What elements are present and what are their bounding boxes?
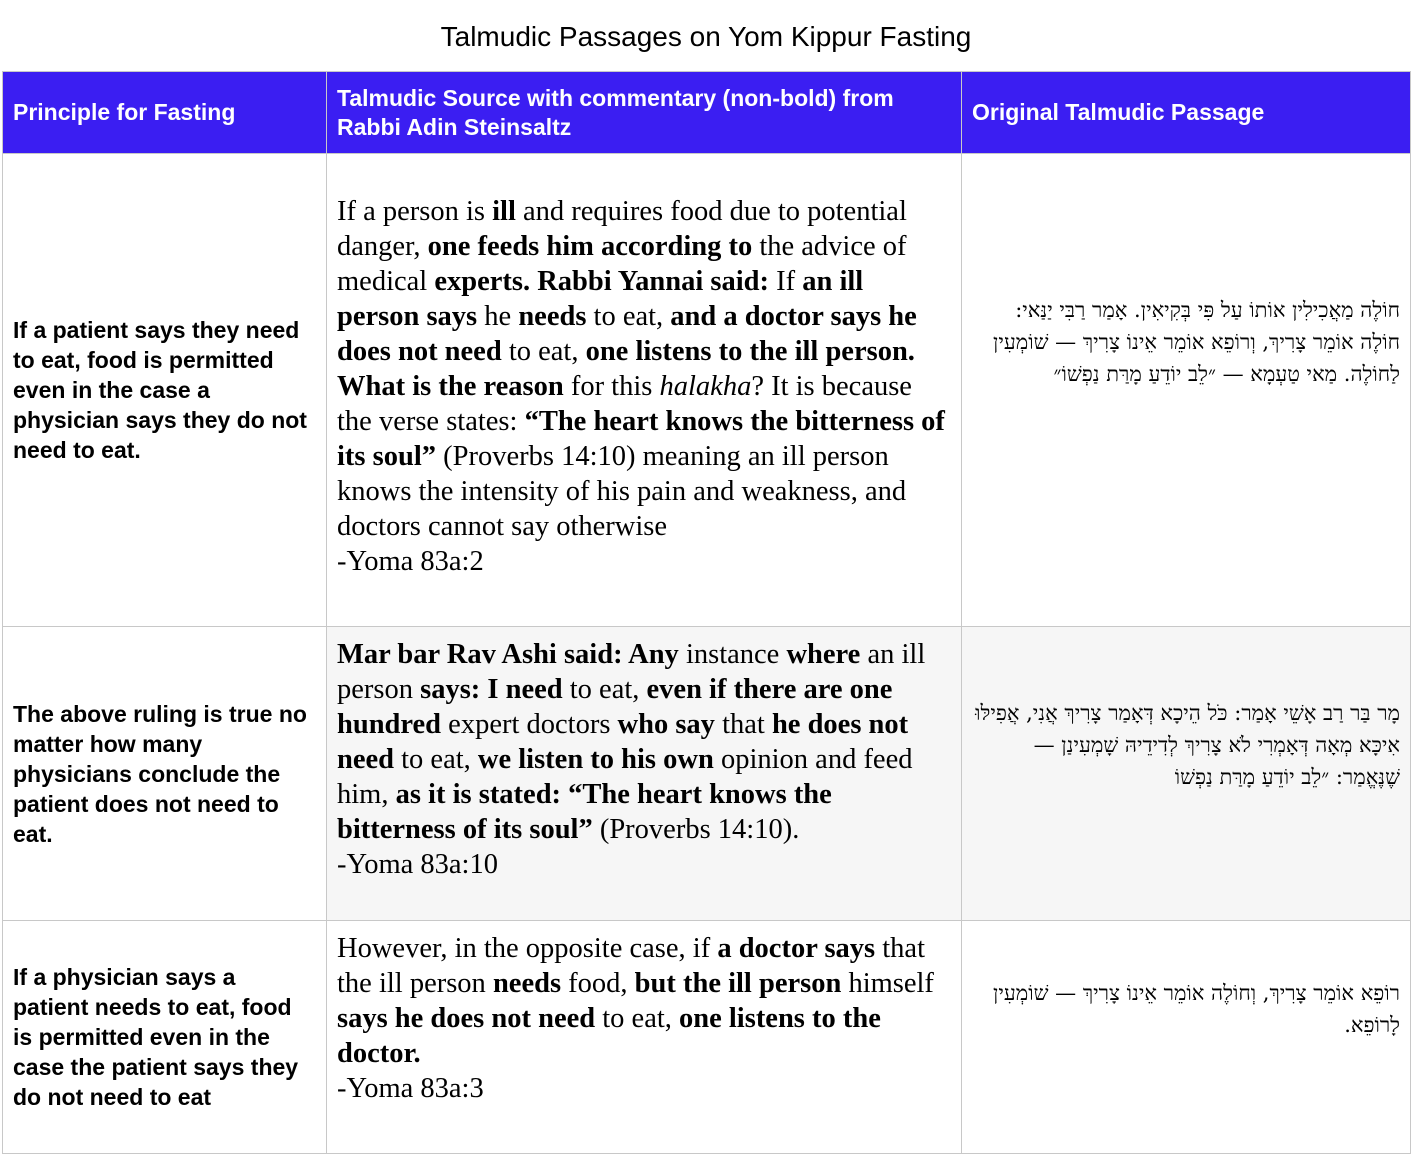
hebrew-cell xyxy=(962,921,1411,1154)
source-bold: says: I need xyxy=(420,674,563,705)
table-row xyxy=(3,627,1411,921)
principle-cell: If a patient says they need to eat, food is permitted even in the case a physician says they do not need to eat. xyxy=(3,154,327,627)
hebrew-text: רוֹפֵא אוֹמֵר צָרִיךְ, וְחוֹלֶה אוֹמֵר אֵינוֹ צָרִיךְ — שׁוֹמְעִין לָרוֹפֵא. xyxy=(993,981,1400,1037)
source-bold: one listens to the doctor. xyxy=(337,1003,881,1069)
source-text: If xyxy=(769,266,803,297)
source-text: to eat, xyxy=(595,1003,680,1034)
source-cell xyxy=(327,154,962,627)
source-text: that xyxy=(714,709,772,740)
source-bold: and a doctor says he does not need xyxy=(337,301,917,367)
passages-table xyxy=(2,71,1411,1154)
source-text: (Proverbs 14:10). xyxy=(592,814,800,845)
source-bold: where xyxy=(786,639,861,670)
header-source: Talmudic Source with commentary (non-bold) from Rabbi Adin Steinsaltz xyxy=(327,72,962,154)
source-text: he xyxy=(477,301,519,332)
source-text: food, xyxy=(561,968,635,999)
source-text: that the ill person xyxy=(337,933,926,999)
table-header-row xyxy=(3,72,1411,154)
source-text: to eat, xyxy=(562,674,647,705)
source-bold: but the ill person xyxy=(634,968,842,999)
source-bold: who say xyxy=(617,709,715,740)
source-bold: a doctor says xyxy=(717,933,876,964)
source-text: himself xyxy=(841,968,934,999)
hebrew-text: חוֹלֶה מַאֲכִילִין אוֹתוֹ עַל פִּי בְּקִיאִין. אָמַר רַבִּי יַנַּאי: חוֹלֶה אוֹמֵר צָרִיךְ, וְרוֹפֵא אוֹמֵר אֵינוֹ צָרִיךְ — שׁוֹמְעִין לַחוֹלֶה. מַאי טַעְמָא — ״לֵב יוֹדֵעַ מָרַּת נַפְשׁוֹ״ xyxy=(993,298,1400,386)
table-row xyxy=(3,154,1411,627)
source-bold: needs xyxy=(492,968,562,999)
header-original: Original Talmudic Passage xyxy=(962,72,1411,154)
source-text: to eat, xyxy=(394,744,478,775)
table-row xyxy=(3,921,1411,1154)
source-text: for this xyxy=(563,371,660,402)
hebrew-text: מָר בַּר רַב אָשֵׁי אָמַר: כֹּל הֵיכָא דְּאָמַר צָרִיךְ אֲנִי, אֲפִילּוּ אִיכָּא מְאָה דְּאָמְרִי לֹא צָרִיךְ לְדִידֵיהּ שָׁמְעִינַן — שֶׁנֶּאֱמַר: ״לֵב יוֹדֵעַ מָרַּת נַפְשׁוֹ xyxy=(975,701,1400,789)
header-principle: Principle for Fasting xyxy=(3,72,327,154)
source-citation: -Yoma 83a:2 xyxy=(337,546,484,577)
source-bold: Mar bar Rav Ashi said: Any xyxy=(337,639,679,670)
source-bold: one listens to the ill person. What is the reason xyxy=(337,336,915,402)
source-bold: says he does not need xyxy=(337,1003,596,1034)
source-citation: -Yoma 83a:3 xyxy=(337,1073,484,1104)
source-text: to eat, xyxy=(586,301,671,332)
source-bold: “The heart knows the bitterness of its soul” xyxy=(337,406,945,472)
source-text: and requires food due to potential danger, xyxy=(337,196,907,262)
page-title: Talmudic Passages on Yom Kippur Fasting xyxy=(440,21,972,52)
source-bold: one feeds him according to xyxy=(427,231,753,262)
source-text: expert doctors xyxy=(441,709,618,740)
source-text: ? It is because the verse states: xyxy=(337,371,912,437)
source-bold: he does not need xyxy=(337,709,909,775)
source-text: the advice of medical xyxy=(337,231,907,297)
source-text: instance xyxy=(678,639,787,670)
source-text: (Proverbs 14:10) meaning an ill person knows the intensity of his pain and weakness, and doctors cannot say otherwise xyxy=(337,441,907,542)
source-bold: needs xyxy=(518,301,587,332)
principle-cell: The above ruling is true no matter how many physicians conclude the patient does not need to eat. xyxy=(3,627,327,921)
source-bold: as it is stated: “The heart knows the bitterness of its soul” xyxy=(337,779,832,845)
source-text: If a person is xyxy=(337,196,493,227)
source-bold: experts. Rabbi Yannai said: xyxy=(434,266,770,297)
source-cell xyxy=(327,921,962,1154)
principle-cell: If a physician says a patient needs to eat, food is permitted even in the case the patient says they do not need to eat xyxy=(3,921,327,1154)
source-bold: even if there are one hundred xyxy=(337,674,893,740)
source-text: to eat, xyxy=(501,336,586,367)
hebrew-cell xyxy=(962,154,1411,627)
source-bold: we listen to his own xyxy=(477,744,714,775)
source-bold: ill xyxy=(492,196,516,227)
source-citation: -Yoma 83a:10 xyxy=(337,849,498,880)
source-bold: an ill person says xyxy=(337,266,864,332)
source-text: However, in the opposite case, if xyxy=(337,933,718,964)
hebrew-cell xyxy=(962,627,1411,921)
source-italic: halakha xyxy=(659,371,752,402)
source-text: an ill person xyxy=(337,639,926,705)
source-cell xyxy=(327,627,962,921)
source-text: opinion and feed him, xyxy=(337,744,913,810)
